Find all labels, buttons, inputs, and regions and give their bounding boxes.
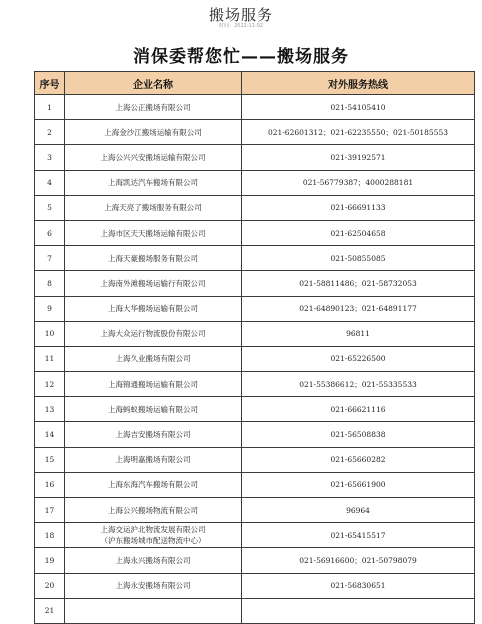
service-hotline: 021-58811486；021-58732053 bbox=[242, 271, 475, 296]
company-name: 上海公正搬场有限公司 bbox=[65, 95, 242, 120]
row-number: 6 bbox=[35, 220, 65, 245]
service-hotline: 021-56916600；021-50798079 bbox=[242, 548, 475, 573]
table-row bbox=[35, 271, 475, 296]
service-hotline: 021-54105410 bbox=[242, 95, 475, 120]
company-name: 上海蚂蚁搬场运输有限公司 bbox=[65, 397, 242, 422]
table-row bbox=[35, 397, 475, 422]
service-hotline: 021-66621116 bbox=[242, 397, 475, 422]
row-number: 12 bbox=[35, 372, 65, 397]
row-number: 16 bbox=[35, 472, 65, 497]
table-row bbox=[35, 548, 475, 573]
document-header bbox=[0, 0, 482, 40]
company-name: 上海南外滩搬场运输行有限公司 bbox=[65, 271, 242, 296]
column-header-number: 序号 bbox=[35, 72, 65, 95]
row-number: 20 bbox=[35, 573, 65, 598]
company-name: 上海市区天天搬场运输有限公司 bbox=[65, 220, 242, 245]
table-row bbox=[35, 95, 475, 120]
service-hotline: 021-56508838 bbox=[242, 422, 475, 447]
row-number: 11 bbox=[35, 346, 65, 371]
row-number: 8 bbox=[35, 271, 65, 296]
row-number: 3 bbox=[35, 145, 65, 170]
publish-date: 时间：2022-11-02 bbox=[218, 23, 264, 29]
row-number: 10 bbox=[35, 321, 65, 346]
service-hotline: 021-55386612；021-55335533 bbox=[242, 372, 475, 397]
company-name: 上海凯达汽车搬场有限公司 bbox=[65, 170, 242, 195]
service-hotline bbox=[242, 598, 475, 623]
company-name: 上海永兴搬场有限公司 bbox=[65, 548, 242, 573]
service-hotline: 021-64890123；021-64891177 bbox=[242, 296, 475, 321]
company-name: 上海吉安搬场有限公司 bbox=[65, 422, 242, 447]
page-heading: 消保委帮您忙——搬场服务 bbox=[133, 47, 349, 67]
company-name bbox=[65, 598, 242, 623]
moving-service-table bbox=[34, 71, 475, 624]
row-number: 1 bbox=[35, 95, 65, 120]
company-name-line: 上海交运沪北物流发展有限公司 bbox=[100, 525, 206, 535]
table-row bbox=[35, 195, 475, 220]
service-hotline: 021-50855085 bbox=[242, 246, 475, 271]
row-number: 18 bbox=[35, 523, 65, 548]
company-name: 上海天亮了搬场服务有限公司 bbox=[65, 195, 242, 220]
company-name: 上海大众运行物流股份有限公司 bbox=[65, 321, 242, 346]
table-row bbox=[35, 296, 475, 321]
row-number: 4 bbox=[35, 170, 65, 195]
service-hotline: 021-65226500 bbox=[242, 346, 475, 371]
document-title: 搬场服务 bbox=[208, 6, 273, 24]
table-row bbox=[35, 145, 475, 170]
company-name bbox=[65, 523, 242, 548]
column-header-hotline: 对外服务热线 bbox=[242, 72, 475, 95]
service-hotline: 021-62504658 bbox=[242, 220, 475, 245]
company-name: 上海天豪搬场服务有限公司 bbox=[65, 246, 242, 271]
table-row bbox=[35, 472, 475, 497]
table-row bbox=[35, 170, 475, 195]
table-row bbox=[35, 246, 475, 271]
row-number: 21 bbox=[35, 598, 65, 623]
service-hotline: 021-65415517 bbox=[242, 523, 475, 548]
row-number: 19 bbox=[35, 548, 65, 573]
company-name: 上海东海汽车搬场有限公司 bbox=[65, 472, 242, 497]
row-number: 9 bbox=[35, 296, 65, 321]
company-name: 上海永安搬场有限公司 bbox=[65, 573, 242, 598]
table-row bbox=[35, 573, 475, 598]
company-name: 上海锦通搬场运输有限公司 bbox=[65, 372, 242, 397]
service-hotline: 96811 bbox=[242, 321, 475, 346]
service-hotline: 021-56830651 bbox=[242, 573, 475, 598]
company-name: 上海明嘉搬场有限公司 bbox=[65, 447, 242, 472]
table-row bbox=[35, 523, 475, 548]
service-hotline: 021-66691133 bbox=[242, 195, 475, 220]
service-hotline: 96964 bbox=[242, 498, 475, 523]
table-row bbox=[35, 498, 475, 523]
company-name: 上海大华搬场运输有限公司 bbox=[65, 296, 242, 321]
table-header-row bbox=[35, 72, 475, 95]
row-number: 15 bbox=[35, 447, 65, 472]
company-name-subline: （沪东搬场城市配送物流中心） bbox=[100, 536, 206, 546]
company-name: 上海公兴搬场物流有限公司 bbox=[65, 498, 242, 523]
service-hotline: 021-56779387；4000288181 bbox=[242, 170, 475, 195]
table-row bbox=[35, 447, 475, 472]
table-row bbox=[35, 598, 475, 623]
row-number: 14 bbox=[35, 422, 65, 447]
row-number: 7 bbox=[35, 246, 65, 271]
table-row bbox=[35, 220, 475, 245]
table-row bbox=[35, 120, 475, 145]
table-row bbox=[35, 372, 475, 397]
table-row bbox=[35, 321, 475, 346]
service-hotline: 021-65660282 bbox=[242, 447, 475, 472]
table-row bbox=[35, 346, 475, 371]
service-hotline: 021-62601312；021-62235550；021-50185553 bbox=[242, 120, 475, 145]
company-name: 上海金沙江搬场运输有限公司 bbox=[65, 120, 242, 145]
row-number: 2 bbox=[35, 120, 65, 145]
company-name: 上海公兴兴安搬场运输有限公司 bbox=[65, 145, 242, 170]
row-number: 5 bbox=[35, 195, 65, 220]
row-number: 17 bbox=[35, 498, 65, 523]
company-name: 上海久业搬场有限公司 bbox=[65, 346, 242, 371]
table-row bbox=[35, 422, 475, 447]
service-hotline: 021-39192571 bbox=[242, 145, 475, 170]
service-hotline: 021-65661900 bbox=[242, 472, 475, 497]
column-header-company: 企业名称 bbox=[65, 72, 242, 95]
row-number: 13 bbox=[35, 397, 65, 422]
